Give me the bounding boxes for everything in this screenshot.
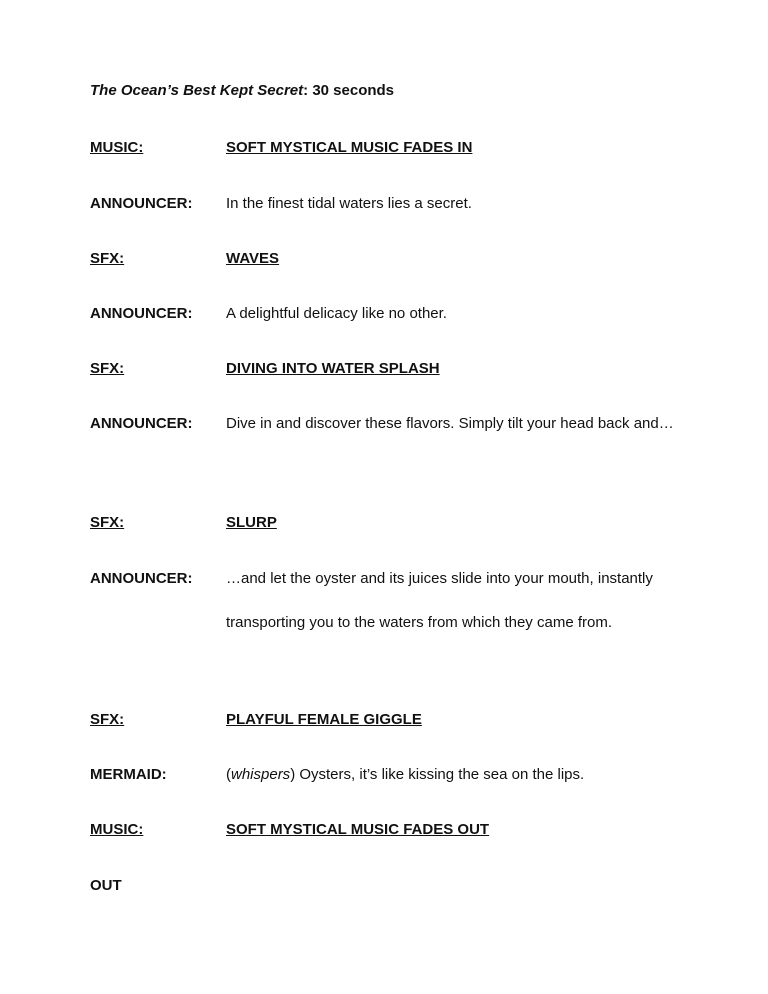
direction-text: whispers <box>231 766 291 783</box>
cue-text: SLURP <box>226 514 277 531</box>
script-title <box>90 82 394 99</box>
speaker-label: MERMAID: <box>90 766 167 783</box>
end-marker: OUT <box>90 877 122 894</box>
speaker-label: SFX: <box>90 250 125 267</box>
dialogue-text: A delightful delicacy like no other. <box>226 305 447 322</box>
dialogue-text: Dive in and discover these flavors. Simply tilt your head back and… <box>226 415 674 432</box>
cue-text: DIVING INTO WATER SPLASH <box>226 360 440 377</box>
speaker-label: SFX: <box>90 711 125 728</box>
cue-text: SOFT MYSTICAL MUSIC FADES IN <box>226 139 473 156</box>
dialogue-text: …and let the oyster and its juices slide into your mouth, instantly transporting you to the waters from which they came from. <box>226 570 653 631</box>
cue-text: WAVES <box>226 250 280 267</box>
speaker-label: MUSIC: <box>90 821 144 838</box>
speaker-label: SFX: <box>90 360 125 377</box>
speaker-label: ANNOUNCER: <box>90 415 193 432</box>
paren-open: ( <box>226 766 231 783</box>
speaker-label: MUSIC: <box>90 139 144 156</box>
cue-text: PLAYFUL FEMALE GIGGLE <box>226 711 422 728</box>
speaker-label: ANNOUNCER: <box>90 570 193 587</box>
speaker-label: SFX: <box>90 514 125 531</box>
title-italic: The Ocean’s Best Kept Secret <box>90 82 304 99</box>
cue-text: SOFT MYSTICAL MUSIC FADES OUT <box>226 821 490 838</box>
title-rest: : 30 seconds <box>303 82 395 99</box>
dialogue-text <box>226 753 686 797</box>
speaker-label: ANNOUNCER: <box>90 195 193 212</box>
speaker-label: ANNOUNCER: <box>90 305 193 322</box>
dialogue-rest: ) Oysters, it’s like kissing the sea on the lips. <box>290 766 585 783</box>
dialogue-text: In the finest tidal waters lies a secret. <box>226 195 472 212</box>
